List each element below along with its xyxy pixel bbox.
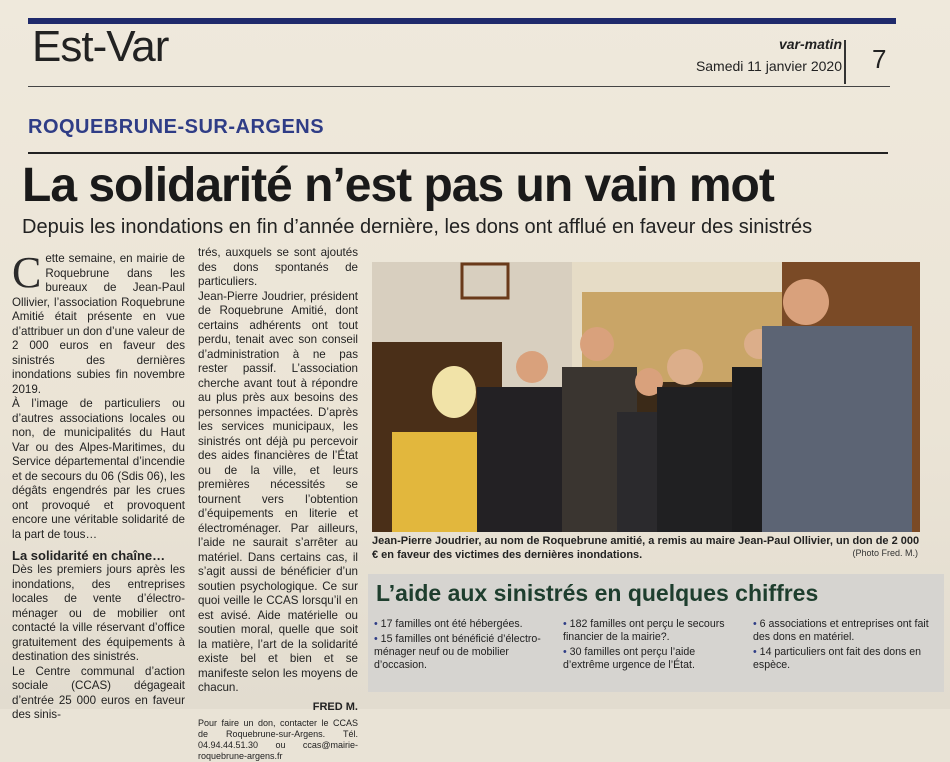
- photo-caption: Jean-Pierre Joudrier, au nom de Roquebrune amitié, a remis au maire Jean-Paul Ollivier, un don de 2 000 € en faveur des victimes des dernières inondations.: [372, 535, 920, 561]
- box-item: [563, 646, 743, 672]
- box-item-text: 17 familles ont été hébergées.: [380, 618, 523, 630]
- article-byline: FRED M.: [312, 700, 358, 713]
- box-item: [563, 618, 743, 644]
- photo-credit: (Photo Fred. M.): [852, 548, 918, 558]
- group-photo: [372, 262, 920, 532]
- box-item-text: 14 particuliers ont fait des dons en espèce.: [753, 646, 922, 671]
- article-column-1: [12, 248, 185, 723]
- bullet-icon: •: [374, 618, 378, 630]
- box-item: [753, 618, 939, 644]
- box-title: L’aide aux sinistrés en quelques chiffres: [376, 580, 819, 606]
- box-item-text: 30 familles ont perçu l’aide d’extrême urgence de l’État.: [563, 646, 696, 671]
- issue-date: Samedi 11 janvier 2020: [695, 58, 842, 74]
- article-paragraph: À l’image de particuliers ou d’autres associations locales ou non, de municipalités du Haut Var ou des Alpes-Maritimes, du Service départemental d’incendie et de secours du 06 (Sdis 06), les dégâts engendrés par les crues ont provoqué et provoquent encore une véritable solidarité de la part de tous…: [12, 397, 185, 541]
- article-paragraph: Dès les premiers jours après les inondations, des entreprises locales de vente d’électro-ménager ou de mobilier ont contacté la ville réservant d’office gratuitement des équipements à destination des sinistrés.: [12, 563, 185, 663]
- article-paragraph: trés, auxquels se sont ajoutés des dons spontanés de particuliers.: [198, 246, 358, 288]
- headline-rule: [28, 152, 888, 154]
- article-kicker: ROQUEBRUNE-SUR-ARGENS: [28, 116, 325, 138]
- key-figures-box: [368, 574, 944, 692]
- bullet-icon: •: [563, 646, 567, 658]
- box-item-text: 182 familles ont perçu le secours financier de la mairie?.: [563, 618, 725, 643]
- box-item-text: 15 familles ont bénéficié d’électro-ménager neuf ou de mobilier d’occasion.: [374, 633, 541, 671]
- drop-cap: C: [12, 248, 42, 297]
- section-title: Est-Var: [32, 22, 169, 71]
- header-rule: [28, 86, 890, 87]
- box-column-3: [753, 618, 939, 674]
- paper-name: var-matin: [778, 36, 842, 52]
- article-subhead: La solidarité en chaîne…: [12, 548, 166, 563]
- donation-contact: Pour faire un don, contacter le CCAS de Roquebrune-sur-Argens. Tél. 04.94.44.51.30 ou ccas@mairie-roquebrune-argens.fr: [198, 718, 358, 761]
- header-divider: [844, 40, 846, 84]
- article-paragraph: Jean-Pierre Joudrier, président de Roquebrune Amitié, dont certains adhérents ont tout perdu, tenait avec son conseil d’administration à ne pas rester passif. L’association cherche avant tout à répondre au plus près aux besoins des personnes impactées. D’après les services municipaux, les sinistrés ont déjà pu percevoir des aides financières de l’État ou de la ville, et leurs premières nécessités se tournent vers l’obtention d’équipements en literie et électroménager. Par ailleurs, l’aide ne saurait s’arrêter au matériel. Dans certains cas, il s’agit aussi de bénéficier d’un soutien psychologique. Ce sur quoi veille le CCAS lorsqu’il en est avisé. Aide matérielle ou soutien moral, quelle que soit la matière, l’art de la solidarité existe bel et bien et se manifeste selon les moyens de chacun.: [198, 289, 358, 694]
- bullet-icon: •: [374, 633, 378, 645]
- box-item-text: 6 associations et entreprises ont fait des dons en matériel.: [753, 618, 929, 643]
- article-paragraph: Le Centre communal d’action sociale (CCAS) dégageait d’entrée 25 000 euros en faveur des sinis-: [12, 664, 185, 721]
- box-item: [374, 618, 554, 631]
- box-column-2: [563, 618, 743, 674]
- bullet-icon: •: [753, 618, 757, 630]
- page-number: 7: [872, 44, 887, 74]
- article-headline: La solidarité n’est pas un vain mot: [22, 159, 774, 212]
- bullet-icon: •: [563, 618, 567, 630]
- article-column-2: [198, 246, 358, 762]
- article-paragraph: [12, 248, 185, 397]
- article-standfirst: Depuis les inondations en fin d’année dernière, les dons ont afflué en faveur des sinistrés: [22, 216, 813, 238]
- box-item: [374, 633, 554, 672]
- bullet-icon: •: [753, 646, 757, 658]
- box-item: [753, 646, 939, 672]
- paragraph-text: ette semaine, en mairie de Roquebrune dans les bureaux de Jean-Paul Ollivier, l’association Roquebrune Amitié était présente en vue d’attribuer un don d’une valeur de 2 000 euros en faveur des sinistrés des dernières inondations subies fin novembre 2019.: [12, 252, 185, 396]
- box-column-1: [374, 618, 554, 674]
